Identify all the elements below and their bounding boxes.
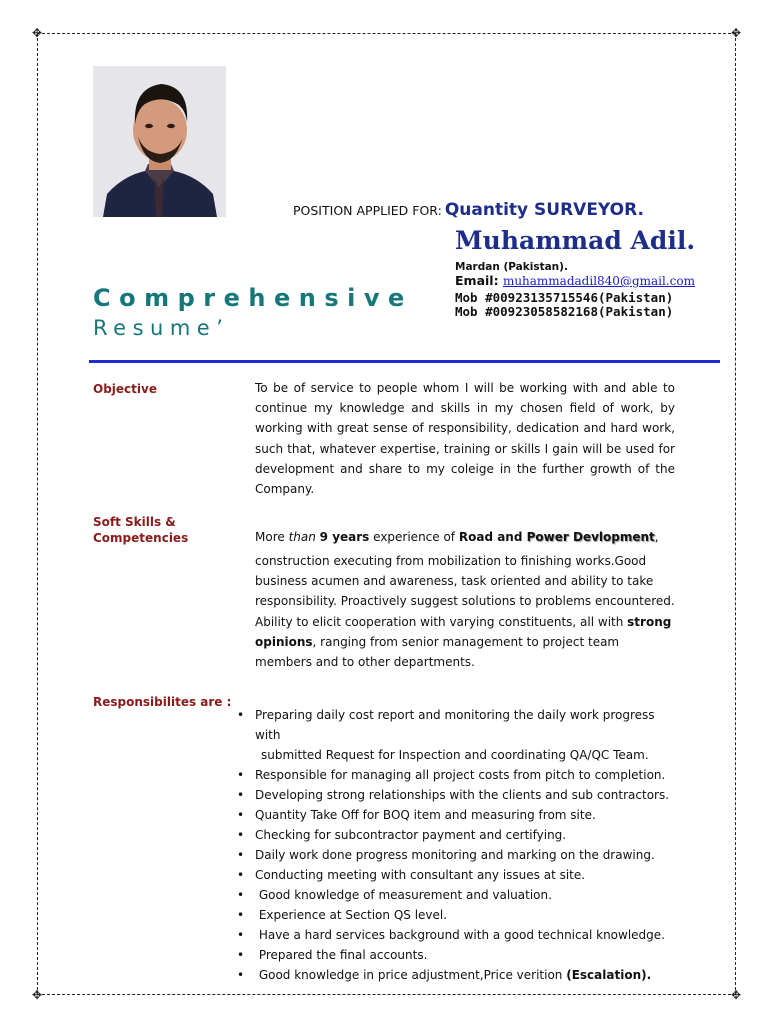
list-item: • Good knowledge of measurement and valuation.: [237, 885, 682, 905]
skills-intro: [255, 527, 675, 547]
list-item: • Daily work done progress monitoring and marking on the drawing.: [237, 845, 682, 865]
skills-years: 9 years: [319, 530, 370, 544]
corner-ornament-icon: ✥: [730, 26, 742, 40]
candidate-name: Muhammad Adil.: [455, 226, 696, 255]
email-link[interactable]: muhammadadil840@gmail.com: [502, 274, 695, 288]
list-item: • Have a hard services background with a good technical knowledge.: [237, 925, 682, 945]
list-item: • Prepared the final accounts.: [237, 945, 682, 965]
skills-text-italic: than: [288, 530, 316, 544]
candidate-city: Mardan (Pakistan).: [455, 261, 568, 273]
list-item: • Good knowledge in price adjustment,Price verition (Escalation).: [237, 965, 682, 985]
list-item: • Developing strong relationships with the clients and sub contractors.: [237, 785, 682, 805]
portrait-image: [93, 66, 226, 217]
skills-text: More: [255, 530, 289, 544]
list-item: • Responsible for managing all project costs from pitch to completion.: [237, 765, 682, 785]
skills-label: [93, 514, 188, 546]
skills-label-line2: Competencies: [93, 531, 189, 545]
list-item: • Experience at Section QS level.: [237, 905, 682, 925]
list-item: • Quantity Take Off for BOQ item and measuring from site.: [237, 805, 682, 825]
position-value: Quantity SURVEYOR.: [444, 200, 644, 220]
resume-title-line1: Comprehensive: [93, 284, 413, 312]
corner-ornament-icon: ✥: [730, 988, 742, 1002]
objective-label: Objective: [93, 382, 157, 396]
position-label: POSITION APPLIED FOR:: [293, 203, 442, 218]
skills-power: Power Devlopment: [526, 530, 655, 544]
skills-strong-opinions: strong opinions: [255, 614, 672, 649]
corner-ornament-icon: ✥: [31, 26, 43, 40]
resume-title-line2: Resume’: [93, 316, 230, 340]
skills-label-line1: Soft Skills &: [93, 515, 176, 529]
email-line: [455, 273, 695, 288]
skills-text: ,: [654, 530, 659, 544]
responsibilities-label: Responsibilites are :: [93, 695, 232, 709]
list-item-continuation: submitted Request for Inspection and coordinating QA/QC Team.: [261, 748, 649, 762]
skills-detail: [255, 551, 675, 672]
skills-text: , ranging from senior management to project team members and to other departments.: [255, 634, 620, 670]
skills-text: construction executing from mobilization to finishing works.Good business acumen and awareness, task oriented and ability to take responsibility. Proactively suggest solutions to problems encountered. Ability to elicit cooperation with varying constituents, all with: [255, 554, 675, 629]
list-item: • Checking for subcontractor payment and certifying.: [237, 825, 682, 845]
position-applied: [293, 200, 644, 220]
mobile-number-2: Mob #00923058582168(Pakistan): [455, 304, 674, 319]
profile-photo: [93, 66, 226, 217]
skills-road: Road and: [458, 530, 527, 544]
mobile-number-1: Mob #00923135715546(Pakistan): [455, 290, 674, 305]
responsibilities-list: [237, 705, 682, 985]
corner-ornament-icon: ✥: [31, 988, 43, 1002]
list-item: • Conducting meeting with consultant any issues at site.: [237, 865, 682, 885]
escalation-text: (Escalation).: [566, 968, 652, 982]
objective-text: To be of service to people whom I will be working with and able to continue my knowledge and skills in my chosen field of work, by working with great sense of responsibility, dedication and hard work, such that, whatever expertise, training or skills I gain will be used for development and share to my coleige in the further growth of the Company.: [255, 381, 675, 497]
header-divider: [89, 360, 720, 363]
list-item: • Preparing daily cost report and monitoring the daily work progress with submitted Request for Inspection and coordinating QA/QC Team.: [237, 705, 682, 765]
skills-text: experience of: [369, 530, 459, 544]
email-label: Email:: [455, 273, 499, 288]
